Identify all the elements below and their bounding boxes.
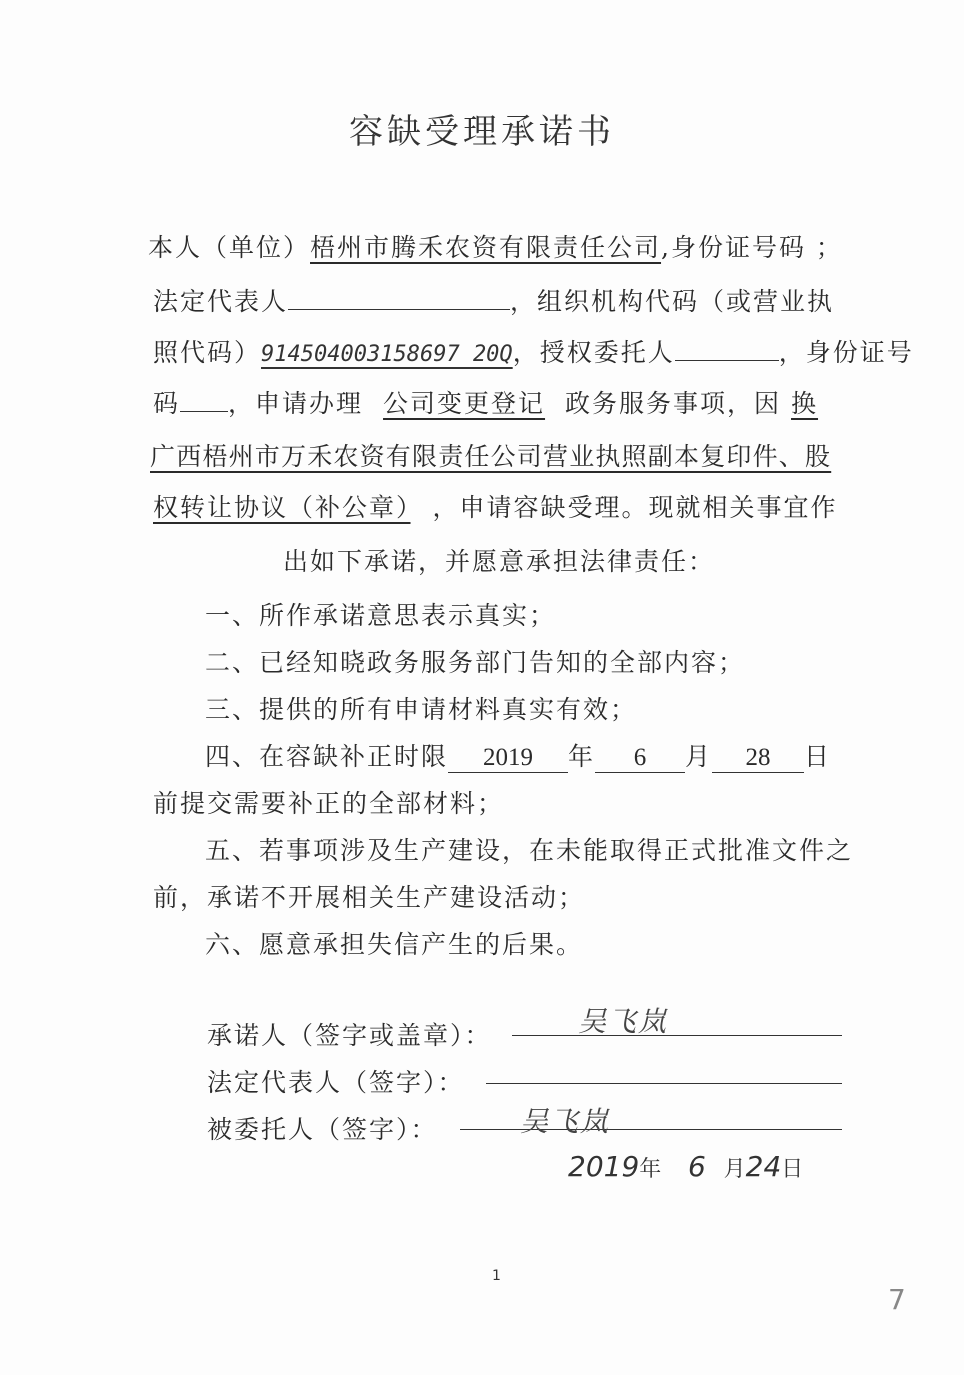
promisor-signature-line — [512, 1034, 842, 1036]
label-month: 月 — [685, 742, 713, 771]
signed-date — [568, 1150, 803, 1183]
matter-field: 公司变更登记 — [383, 389, 546, 418]
promisor-label: 承诺人（签字或盖章）： — [207, 1021, 492, 1050]
paragraph-line-7: 出如下承诺，并愿意承担法律责任： — [283, 547, 716, 576]
commitment-item-4-cont: 前提交需要补正的全部材料； — [153, 789, 505, 818]
label-signed-day: 日 — [781, 1157, 804, 1182]
label-license-code: 照代码） — [153, 338, 262, 367]
deadline-month-field: 6 — [595, 744, 685, 773]
corner-mark: 7 — [888, 1283, 906, 1316]
label-request: ，申请容缺受理。现就相关事宜作 — [432, 493, 838, 522]
label-id-number: ,身份证号码 ； — [661, 233, 843, 262]
promisor-signature: 吴飞岚 — [578, 1005, 669, 1038]
trustee-sign-label: 被委托人（签字）： — [207, 1115, 438, 1144]
paragraph-line-2 — [153, 282, 834, 318]
label-applicant: 本人（单位） — [148, 233, 311, 262]
label-code: 码 — [153, 389, 181, 418]
paragraph-line-6 — [153, 488, 838, 524]
commitment-item-4 — [205, 737, 831, 773]
signed-day: 24 — [745, 1150, 782, 1183]
label-year: 年 — [568, 742, 596, 771]
label-trustee: ，授权委托人 — [512, 338, 675, 367]
reason-field-part-3: 权转让协议（补公章） — [153, 493, 411, 522]
legal-rep-signature-line — [486, 1082, 842, 1084]
signed-year: 2019 — [568, 1150, 640, 1183]
reason-field-part-2: 广西梧州市万禾农资有限责任公司营业执照副本复印件、股 — [150, 442, 832, 471]
label-service-matter: 政务服务事项，因 — [565, 389, 782, 418]
paragraph-line-4 — [153, 384, 818, 420]
page-number: 1 — [492, 1268, 501, 1284]
legal-rep-blank — [288, 287, 510, 310]
legal-rep-sign-label: 法定代表人（签字）： — [207, 1068, 465, 1097]
deadline-year-field: 2019 — [448, 744, 568, 773]
label-legal-rep: 法定代表人 — [153, 287, 289, 316]
commitment-item-5-cont: 前，承诺不开展相关生产建设活动； — [153, 883, 586, 912]
company-name-field: 梧州市腾禾农资有限责任公司 — [310, 233, 662, 262]
label-day: 日 — [804, 742, 832, 771]
deadline-day-field: 28 — [712, 744, 804, 773]
reason-field-part-1: 换 — [791, 389, 819, 418]
commitment-item-6: 六、愿意承担失信产生的后果。 — [205, 930, 584, 959]
label-apply: ，申请办理 — [228, 389, 364, 418]
paragraph-line-3 — [153, 333, 914, 369]
label-id-number-2: ，身份证号 — [778, 338, 914, 367]
trustee-signature: 吴飞岚 — [520, 1105, 611, 1138]
paragraph-line-1 — [148, 228, 843, 264]
label-signed-year: 年 — [639, 1157, 662, 1182]
commitment-item-3: 三、提供的所有申请材料真实有效； — [205, 695, 638, 724]
label-org-code: ，组织机构代码（或营业执 — [510, 287, 835, 316]
signed-month: 6 — [687, 1150, 706, 1183]
commitment-item-5: 五、若事项涉及生产建设，在未能取得正式批准文件之 — [205, 836, 854, 865]
label-deadline: 四、在容缺补正时限 — [205, 742, 449, 771]
paragraph-line-5 — [150, 437, 831, 473]
trustee-signature-line — [460, 1128, 842, 1130]
org-code-field: 914504003158697 20Q — [261, 342, 513, 367]
trustee-blank — [675, 338, 779, 361]
id-number-blank — [180, 389, 228, 412]
label-signed-month: 月 — [723, 1157, 746, 1182]
commitment-item-1: 一、所作承诺意思表示真实； — [205, 601, 557, 630]
commitment-item-2: 二、已经知晓政务服务部门告知的全部内容； — [205, 648, 746, 677]
document-title: 容缺受理承诺书 — [349, 112, 615, 152]
